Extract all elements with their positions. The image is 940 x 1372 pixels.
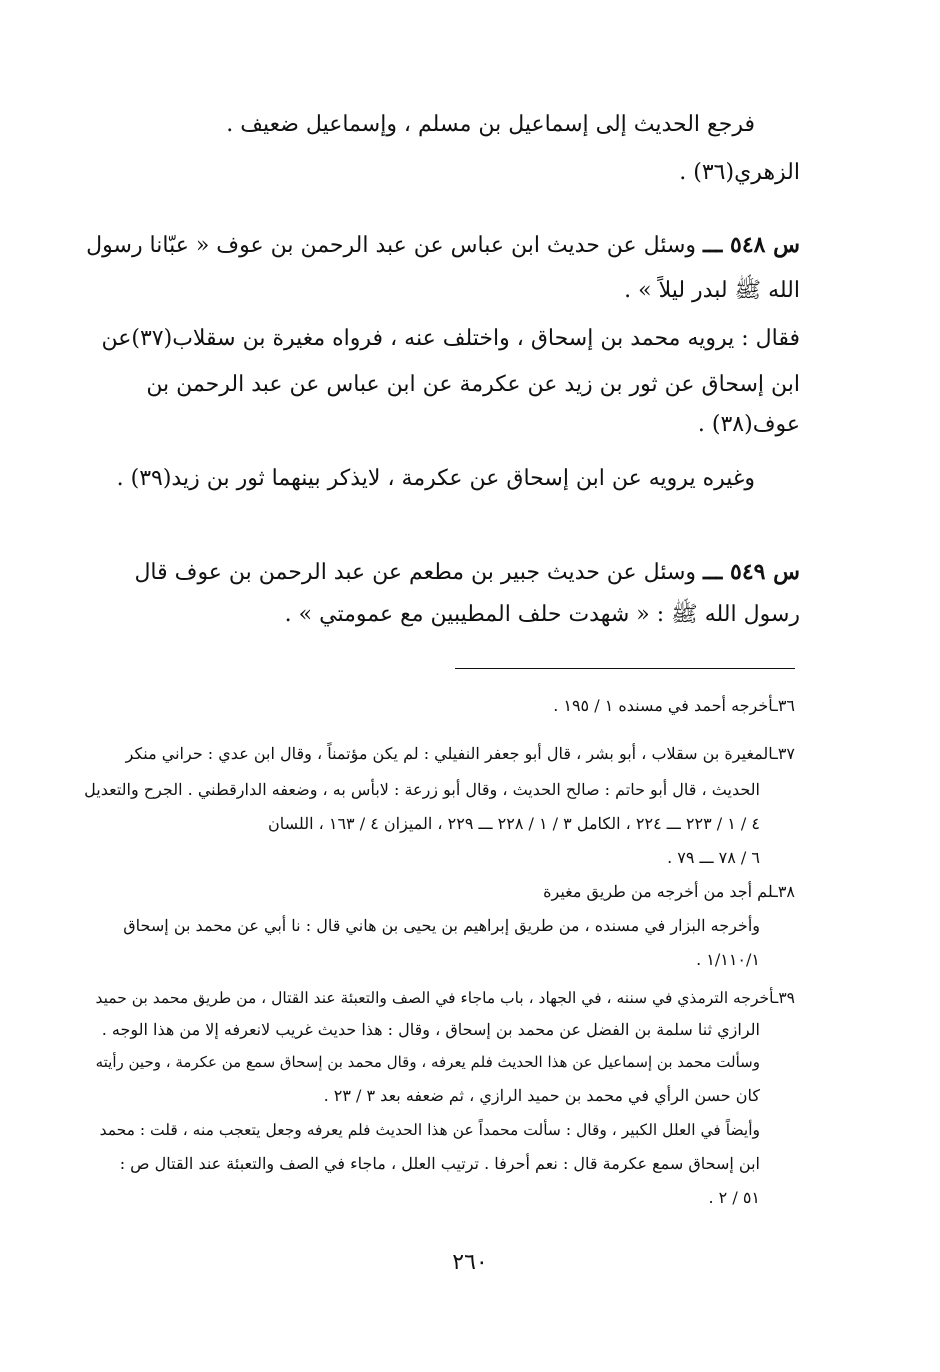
- footnote-39-line: الرازي ثنا سلمة بن الفضل عن محمد بن إسحاق ، وقال : هذا حديث غريب لانعرفه إلا من هذا الوجه .: [101, 1020, 760, 1039]
- question-number: س ٥٤٨ ـــ: [703, 232, 800, 258]
- text-line: الله ﷺ لبدر ليلاً » .: [624, 278, 800, 303]
- question-number: س ٥٤٩ ـــ: [703, 559, 800, 585]
- footnote-37: ٣٧ـالمغيرة بن سقلاب ، أبو بشر ، قال أبو جعفر النفيلي : لم يكن مؤتمناً ، وقال ابن عدي : حراني منكر: [125, 744, 795, 763]
- footnote-39: ٣٩ـأخرجه الترمذي في سننه ، في الجهاد ، باب ماجاء في الصف والتعبئة عند القتال ، من طريق محمد بن حميد: [95, 989, 795, 1007]
- footnote-37-line: الحديث ، قال أبو حاتم : صالح الحديث ، وقال أبو زرعة : لابأس به ، وضعفه الدارقطني . الجرح والتعديل: [84, 780, 760, 799]
- footnote-37-line: ٤ / ١ / ٢٢٣ ـــ ٢٢٤ ، الكامل ٣ / ١ / ٢٢٨ ـــ ٢٢٩ ، الميزان ٤ / ١٦٣ ، اللسان: [268, 814, 760, 833]
- answer-line: فقال : يرويه محمد بن إسحاق ، واختلف عنه ، فرواه مغيرة بن سقلاب(٣٧)عن: [101, 326, 800, 351]
- question-548: [86, 228, 800, 263]
- footnote-36: ٣٦ـأخرجه أحمد في مسنده ١ / ١٩٥ .: [553, 696, 795, 715]
- footnote-39-line: وسألت محمد بن إسماعيل عن هذا الحديث فلم يعرفه ، وقال محمد بن إسحاق سمع من عكرمة ، وحين رأيته: [95, 1053, 760, 1071]
- footnote-divider: [455, 668, 795, 669]
- question-text: وسئل عن حديث جبير بن مطعم عن عبد الرحمن بن عوف قال: [134, 560, 697, 585]
- question-text: وسئل عن حديث ابن عباس عن عبد الرحمن بن عوف « عبّانا رسول: [86, 233, 697, 258]
- footnote-39-line: كان حسن الرأي في محمد بن حميد الرازي ، ثم ضعفه بعد ٣ / ٢٣ .: [323, 1086, 760, 1105]
- answer-line: وغيره يرويه عن ابن إسحاق عن عكرمة ، لايذكر بينهما ثور بن زيد(٣٩) .: [116, 466, 755, 491]
- footnote-37-line: ٦ / ٧٨ ـــ ٧٩ .: [667, 848, 760, 867]
- question-549: [134, 555, 800, 590]
- footnote-39-line: ٥١ / ٢ .: [708, 1188, 760, 1207]
- page-number: ٢٦٠: [452, 1250, 488, 1275]
- answer-line: عوف(٣٨) .: [697, 412, 800, 437]
- answer-line: ابن إسحاق عن ثور بن زيد عن عكرمة عن ابن عباس عن عبد الرحمن بن: [146, 372, 800, 397]
- footnote-38-line: وأخرجه البزار في مسنده ، من طريق إبراهيم بن يحيى بن هاني قال : نا أبي عن محمد بن إسحاق: [123, 916, 760, 935]
- footnote-39-line: ابن إسحاق سمع عكرمة قال : نعم أحرفا . ترتيب العلل ، ماجاء في الصف والتعبئة عند القتال ص :: [119, 1154, 760, 1173]
- footnote-39-line: وأيضاً في العلل الكبير ، وقال : سألت محمداً عن هذا الحديث فلم يعرفه وجعل يتعجب منه ، قلت : محمد: [99, 1121, 760, 1139]
- footnote-38: ٣٨ـلم أجد من أخرجه من طريق مغيرة: [543, 882, 795, 901]
- footnote-38-line: ١/١١٠/١ .: [696, 950, 760, 969]
- text-line: الزهري(٣٦) .: [679, 160, 800, 185]
- text-line: رسول الله ﷺ : « شهدت حلف المطيبين مع عمومتي » .: [284, 602, 800, 627]
- text-line: فرجع الحديث إلى إسماعيل بن مسلم ، وإسماعيل ضعيف .: [226, 112, 755, 137]
